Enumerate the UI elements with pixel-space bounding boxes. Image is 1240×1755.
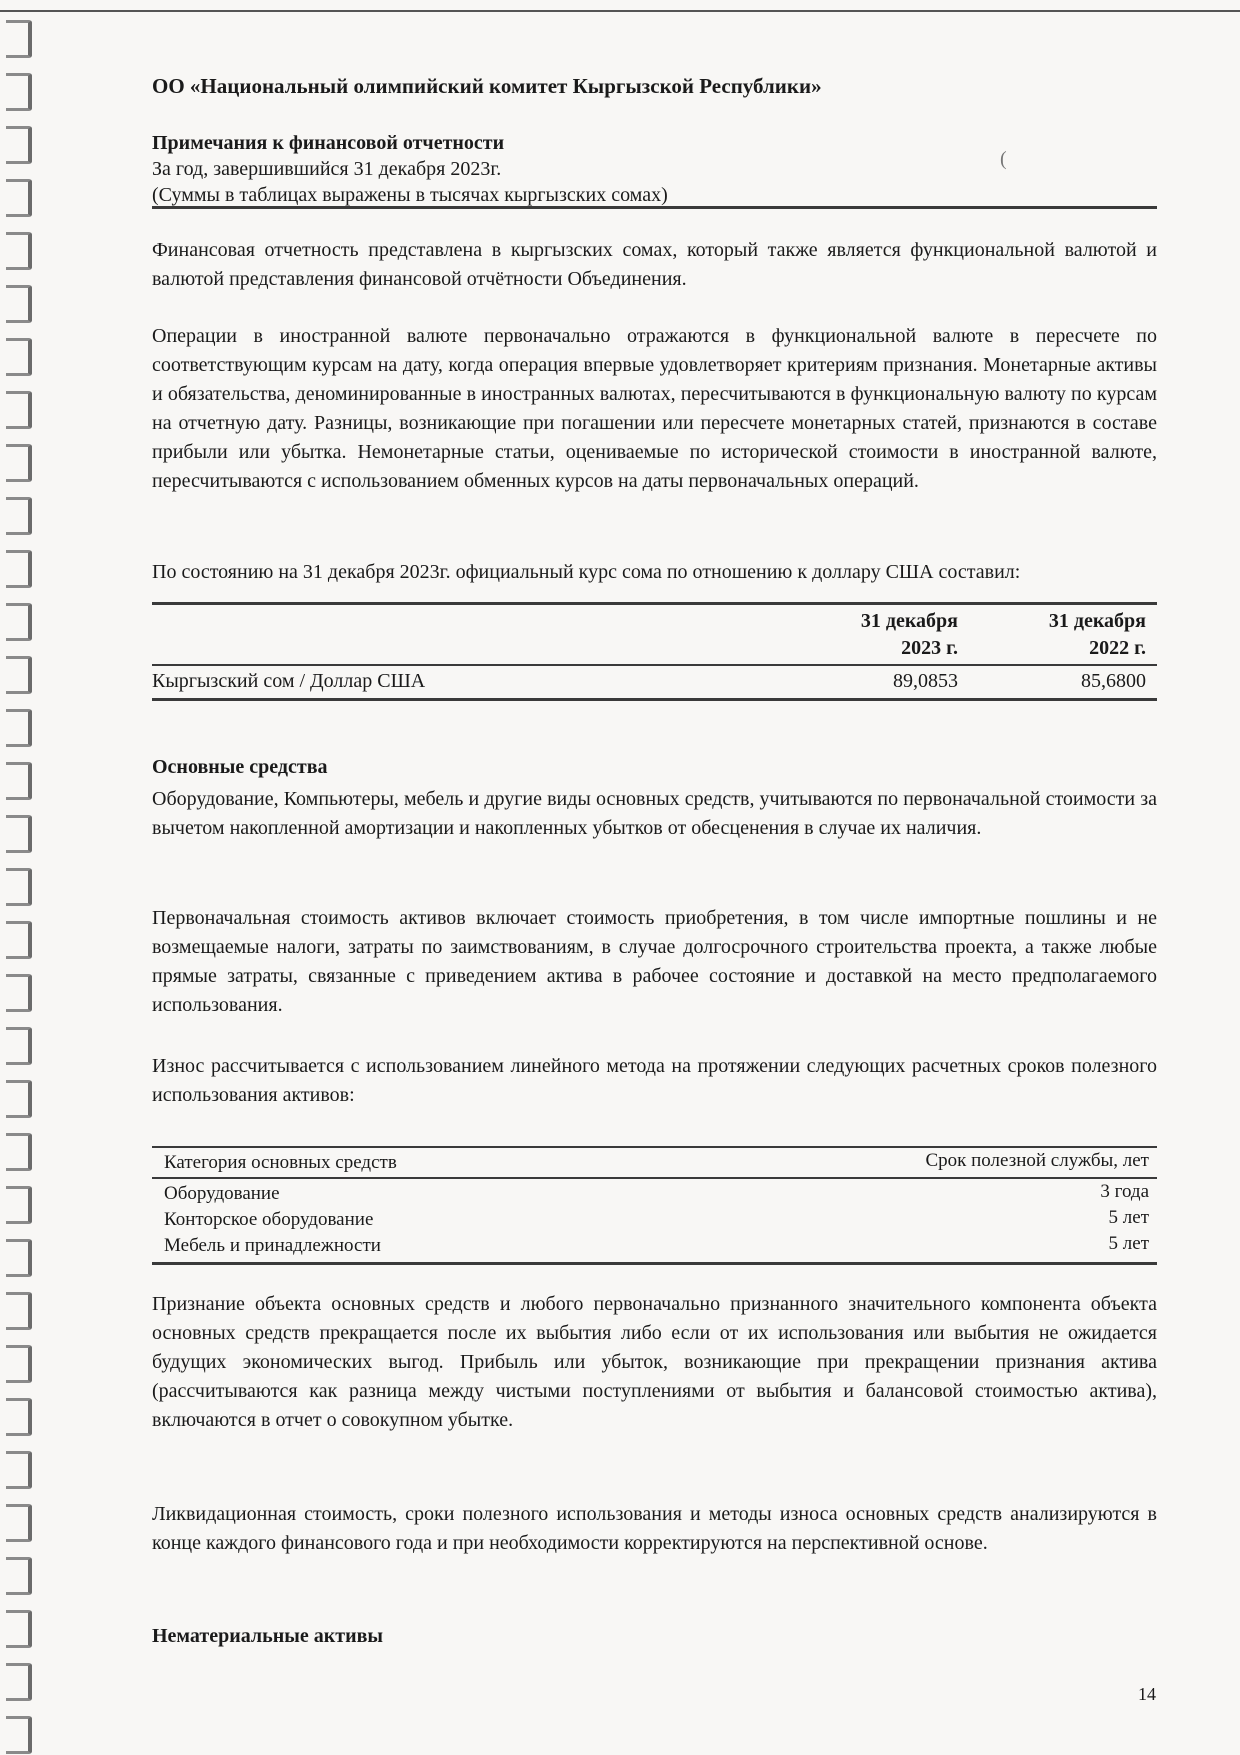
- notes-header: [152, 130, 668, 208]
- binding-ring: [6, 1080, 32, 1118]
- fixed-assets-para-1: Оборудование, Компьютеры, мебель и другие виды основных средств, учитываются по первоначальной стоимости за вычетом накопленной амортизации и накопленных убытков от обесценения в случае их наличия.: [152, 788, 1157, 839]
- table-top-rule: [152, 602, 1157, 605]
- fixed-assets-para-3: Износ рассчитывается с использованием линейного метода на протяжении следующих расчетных сроков полезного использования активов:: [152, 1055, 1157, 1106]
- binding-ring: [6, 232, 32, 270]
- value-2023: 89,0853: [893, 670, 958, 692]
- fixed-assets-para-4: Признание объекта основных средств и любого первоначально признанного значительного компонента объекта основных средств прекращается после их выбытия либо если от их использования или выбытия не ожидается будущих экономических выгод. Прибыль или убыток, возникающие при прекращении признания актива (рассчитываются как разница между чистыми поступлениями от выбытия и балансовой стоимостью актива), включаются в отчет о совокупном убытке.: [152, 1293, 1157, 1431]
- binding-ring: [6, 73, 32, 111]
- row-label-kgs-usd: Кыргызский сом / Доллар США: [152, 670, 426, 692]
- units-note: (Суммы в таблицах выражены в тысячах кыргызских сомах): [152, 184, 668, 206]
- binding-ring: [6, 709, 32, 747]
- table-header-rule: [152, 664, 1157, 666]
- binding-ring: [6, 179, 32, 217]
- binding-ring: [6, 656, 32, 694]
- binding-ring: [6, 762, 32, 800]
- header-divider: [152, 206, 1157, 209]
- binding-ring: [6, 1292, 32, 1330]
- top-border-line: [0, 10, 1240, 12]
- col-header-life: Срок полезной службы, лет: [925, 1150, 1149, 1171]
- fixed-assets-heading: Основные средства: [152, 756, 328, 778]
- col-header-2023: 31 декабря 2023 г.: [860, 610, 958, 659]
- row-life-furniture: 5 лет: [1108, 1233, 1149, 1254]
- paragraph-foreign-ops: Операции в иностранной валюте первоначально отражаются в функциональной валюте в пересчете по соответствующим курсам на дату, когда операция впервые удовлетворяет критериям признания. Монетарные активы и обязательства, деноминированные в иностранных валютах, пересчитываются в функциональную валюту по курсам на отчетную дату. Разницы, возникающие при погашении или пересчете монетарных статей, признаются в составе прибыли или убытка. Немонетарные статьи, оцениваемые по исторической стоимости в иностранной валюте, пересчитываются с использованием обменных курсов на даты первоначальных операций.: [152, 325, 1157, 492]
- binding-ring: [6, 497, 32, 535]
- row-life-equipment: 3 года: [1100, 1181, 1149, 1202]
- col-header-category: Категория основных средств: [164, 1152, 397, 1173]
- binding-ring: [6, 1451, 32, 1489]
- page-number: 14: [1138, 1684, 1156, 1704]
- period-line: За год, завершившийся 31 декабря 2023г.: [152, 158, 502, 180]
- table-bottom-rule: [152, 698, 1157, 701]
- handwritten-mark: (: [1000, 148, 1007, 170]
- fixed-assets-para-5: Ликвидационная стоимость, сроки полезного использования и методы износа основных средств анализируются в конце каждого финансового года и при необходимости корректируются на перспективной основе.: [152, 1503, 1157, 1554]
- paragraph-exchange-rate: По состоянию на 31 декабря 2023г. официальный курс сома по отношению к доллару США составил:: [152, 561, 1021, 583]
- binding-ring: [6, 603, 32, 641]
- intangibles-heading: Нематериальные активы: [152, 1625, 384, 1647]
- binding-ring: [6, 1345, 32, 1383]
- binding-ring: [6, 126, 32, 164]
- value-2022: 85,6800: [1081, 670, 1146, 692]
- binding-ring: [6, 921, 32, 959]
- row-category-office: Конторское оборудование: [164, 1209, 374, 1230]
- binding-ring: [6, 444, 32, 482]
- col-header-2022: 31 декабря 2022 г.: [1048, 610, 1146, 659]
- binding-ring: [6, 1027, 32, 1065]
- binding-ring: [6, 1398, 32, 1436]
- binding-ring: [6, 338, 32, 376]
- binding-ring: [6, 1504, 32, 1542]
- table-bottom-rule: [152, 1262, 1157, 1265]
- paragraph-currency: Финансовая отчетность представлена в кыргызских сомах, который также является функциональной валютой и валютой представления финансовой отчётности Объединения.: [152, 239, 1157, 290]
- row-category-furniture: Мебель и принадлежности: [164, 1235, 381, 1256]
- binding-ring: [6, 1716, 32, 1754]
- binding-ring: [6, 1133, 32, 1171]
- binding-ring: [6, 1663, 32, 1701]
- binding-ring: [6, 391, 32, 429]
- binding-ring: [6, 1239, 32, 1277]
- binding-ring: [6, 1186, 32, 1224]
- row-life-office: 5 лет: [1108, 1207, 1149, 1228]
- binding-ring: [6, 285, 32, 323]
- row-category-equipment: Оборудование: [164, 1183, 280, 1204]
- section-heading: Примечания к финансовой отчетности: [152, 132, 505, 154]
- organization-title: ОО «Национальный олимпийский комитет Кыргызской Республики»: [152, 74, 822, 98]
- binding-ring: [6, 1557, 32, 1595]
- binding-ring: [6, 974, 32, 1012]
- binding-ring: [6, 20, 32, 58]
- binding-ring: [6, 550, 32, 588]
- fixed-assets-para-2: Первоначальная стоимость активов включает стоимость приобретения, в том числе импортные пошлины и не возмещаемые налоги, затраты по заимствованиям, в случае долгосрочного строительства проекта, а также любые прямые затраты, связанные с приведением актива в рабочее состояние и доставкой на место предполагаемого использования.: [152, 907, 1157, 1016]
- table-header-rule: [152, 1177, 1157, 1179]
- spiral-binding: [0, 20, 44, 1745]
- binding-ring: [6, 868, 32, 906]
- binding-ring: [6, 1610, 32, 1648]
- binding-ring: [6, 815, 32, 853]
